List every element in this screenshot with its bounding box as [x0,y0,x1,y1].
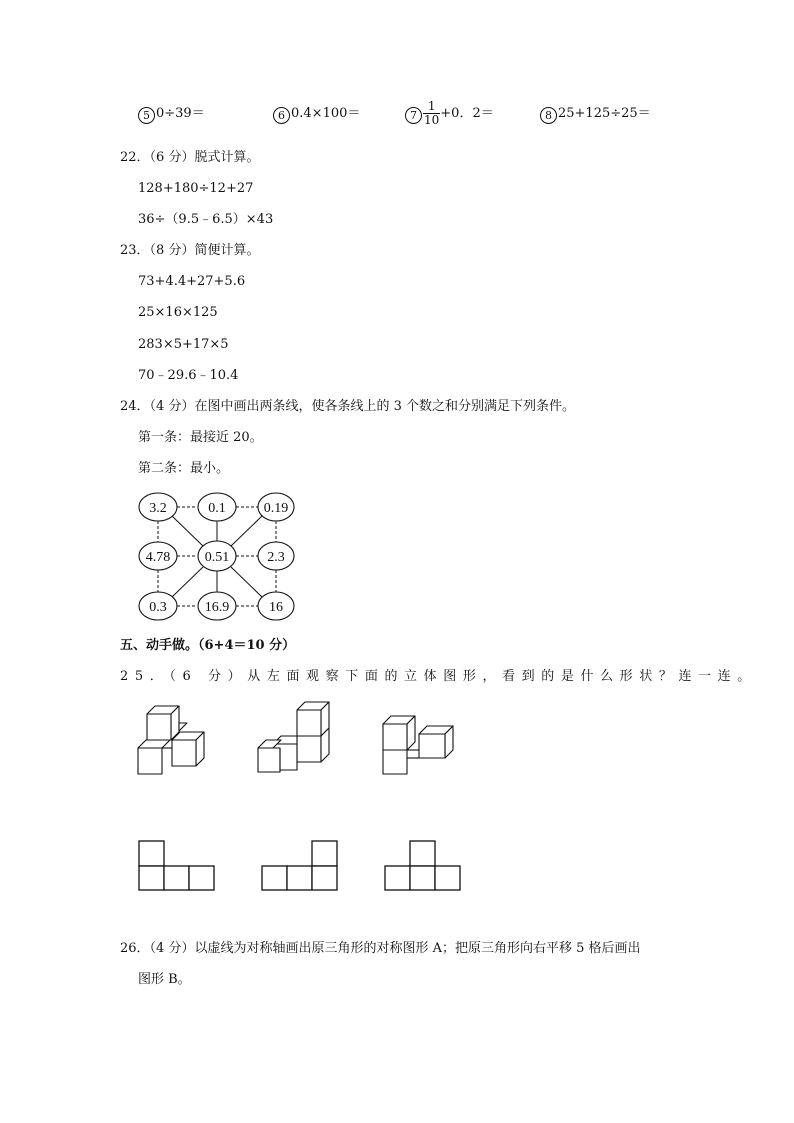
grid-number: 3.2 [149,501,167,516]
square-cell [262,866,287,890]
cube-face [172,740,196,766]
view-shape-1 [139,841,214,890]
circled-number: 6 [273,107,290,124]
calc-item-5 [138,106,205,124]
cube-figure-3 [383,716,453,774]
grid-number: 2.3 [267,550,285,565]
question-24-title: 24．（4 分）在图中画出两条线，使各条线上的 3 个数之和分别满足下列条件。 [120,399,575,414]
question-26-line-1: 26．（4 分）以虚线为对称轴画出原三角形的对称图形 A；把原三角形向右平移 5 格后画出 [120,941,641,956]
calc-item-6 [273,106,360,124]
view-shape-3 [385,841,460,890]
cube-face [138,740,170,748]
question-23-title: 23．（8 分）简便计算。 [120,243,260,258]
circled-number: 5 [138,107,155,124]
square-cell [164,866,189,890]
fraction [423,100,440,127]
question-26-line-2: 图形 B。 [138,972,191,987]
q24-condition-1: 第一条：最接近 20。 [138,430,263,445]
square-cell [287,866,312,890]
square-cell [385,866,410,890]
q22-expression-2: 36÷（9.5﹣6.5）×43 [138,212,274,227]
cube-face [147,714,171,740]
calc-item-7 [405,100,494,128]
solid-connector [172,516,203,546]
cube-face [138,748,162,774]
cube-figures [130,700,480,780]
grid-number: 0.1 [208,501,226,516]
square-cell [139,866,164,890]
q23-expression-2: 25×16×125 [138,305,218,320]
q24-condition-2: 第二条：最小。 [138,461,230,476]
solid-connector [172,567,203,597]
circled-number: 8 [540,107,557,124]
view-shape-2 [262,841,337,890]
grid-number: 0.3 [149,600,167,615]
grid-number: 16 [269,600,283,615]
number-grid-diagram [130,490,305,625]
cube-face [297,710,321,736]
q23-expression-3: 283×5+17×5 [138,337,229,352]
solid-connector [231,516,262,546]
cube-figure-1 [138,706,204,774]
view-shapes [130,835,470,895]
square-cell [410,866,435,890]
q22-expression-1: 128+180÷12+27 [138,181,254,196]
cube-face [383,724,407,750]
expression: 25+125÷25＝ [558,106,651,121]
q23-expression-1: 73+4.4+27+5.6 [138,274,246,289]
cube-face [383,750,407,774]
square-cell [139,841,164,866]
square-cell [189,866,214,890]
cube-face [419,734,445,758]
expression: +0．2＝ [440,106,494,121]
square-cell [435,866,460,890]
grid-number: 0.19 [263,501,289,516]
fraction-numerator: 1 [423,100,440,114]
circled-number: 7 [405,107,422,124]
section-5-title: 五、动手做。（6+4＝10 分） [120,638,296,653]
cube-face [258,748,280,772]
grid-number: 16.9 [204,600,230,615]
expression: 0.4×100＝ [291,106,361,121]
expression: 0÷39＝ [156,106,205,121]
grid-number: 0.51 [204,550,230,565]
square-cell [312,841,337,866]
cube-figure-2 [258,702,329,772]
cube-face [179,723,187,731]
solid-connector [231,567,262,597]
square-cell [312,866,337,890]
question-25-title: 25．（6 分）从左面观察下面的立体图形，看到的是什么形状？连一连。 [120,669,757,684]
cube-face [297,736,321,762]
calc-item-8 [540,106,651,124]
fraction-denominator: 10 [424,113,440,127]
question-22-title: 22．（6 分）脱式计算。 [120,150,260,165]
q23-expression-4: 70﹣29.6﹣10.4 [138,368,239,383]
grid-number: 4.78 [145,550,171,565]
square-cell [410,841,435,866]
